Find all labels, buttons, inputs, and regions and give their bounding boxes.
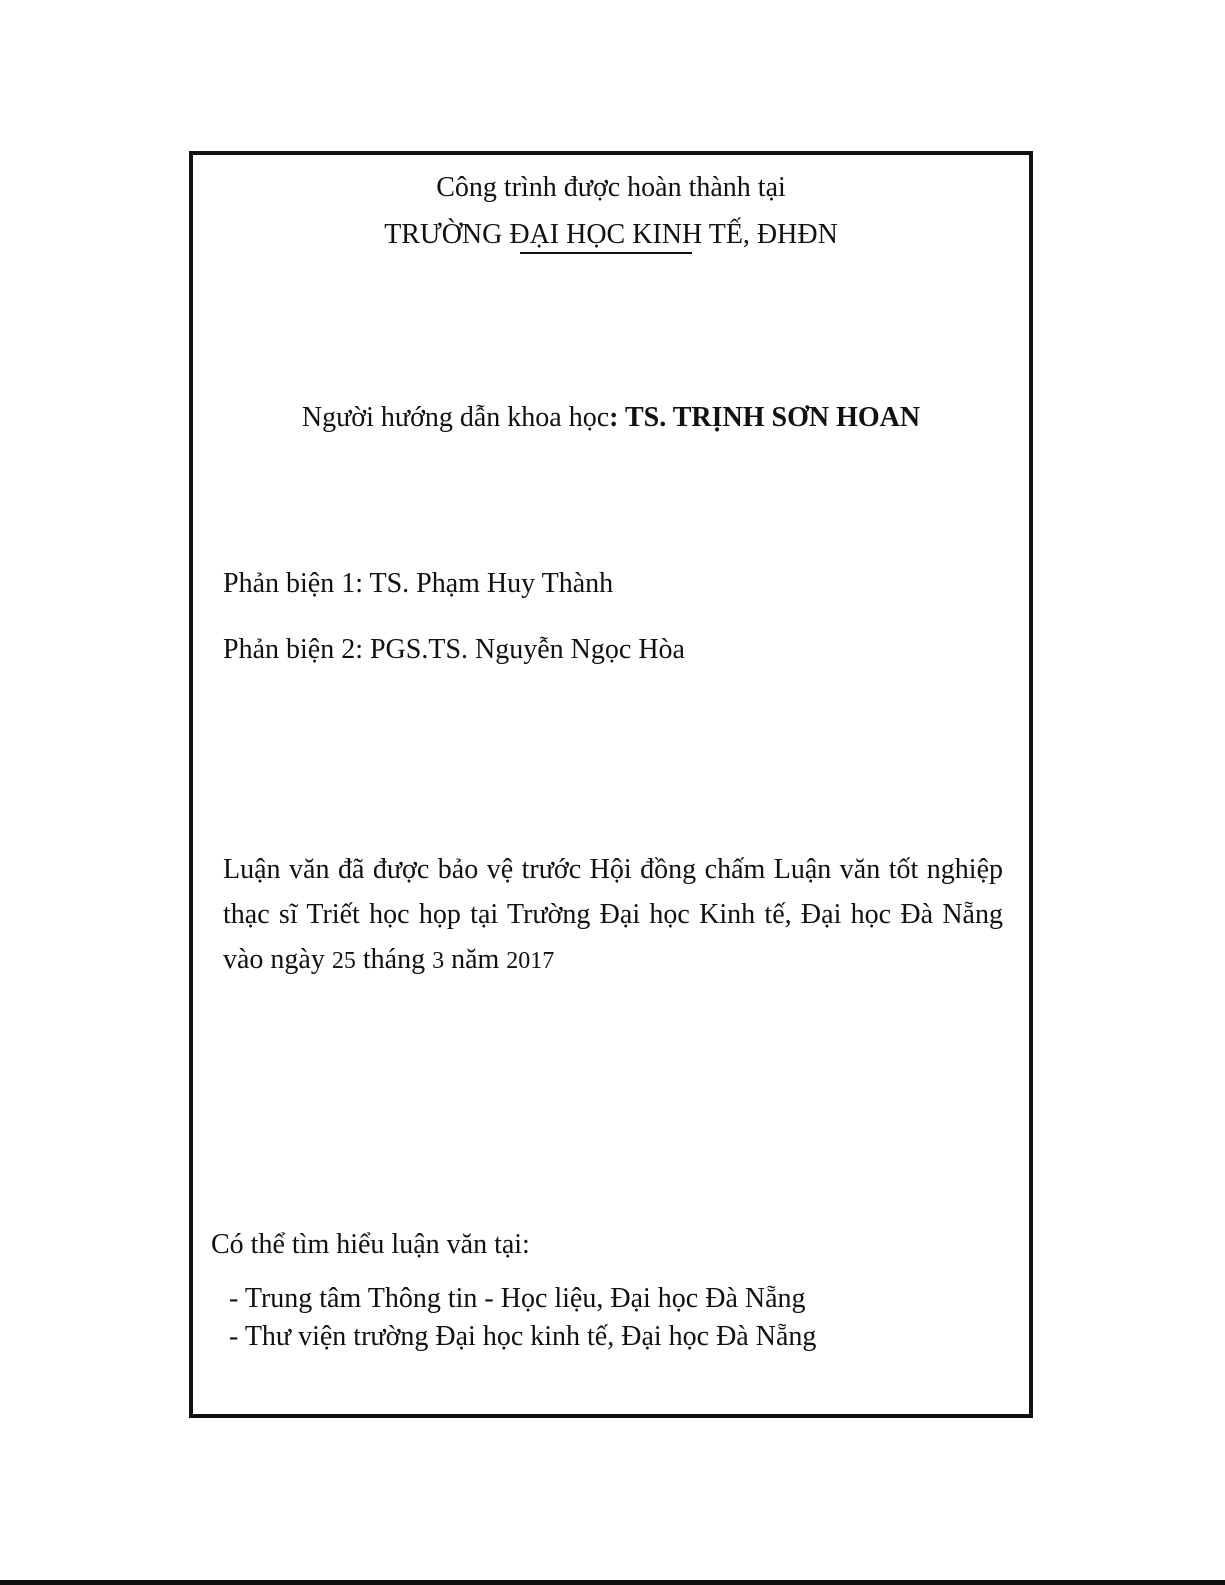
library-item: - Thư viện trường Đại học kinh tế, Đại học Đà Nẵng [229,1321,817,1352]
defense-month: 3 [432,948,445,974]
defense-day: 25 [331,948,356,974]
page-frame [189,151,1033,1418]
reviewer-1: Phản biện 1: TS. Phạm Huy Thành [223,568,614,599]
defense-text: Luận văn đã được bảo vệ trước Hội đồng chấm Luận văn tốt nghiệp thạc sĩ Triết học họp tại Trường Đại học Kinh tế, Đại học Đà Nẵng vào ngày [223,854,1003,975]
header-underline [520,252,692,254]
advisor-label: Người hướng dẫn khoa học [301,402,610,433]
header-line-2: TRƯỜNG ĐẠI HỌC KINH TẾ, ĐHĐN [384,219,838,250]
advisor-name: : TS. TRỊNH SƠN HOAN [609,402,921,433]
library-item: - Trung tâm Thông tin - Học liệu, Đại học Đà Nẵng [229,1283,806,1314]
defense-year: 2017 [506,948,555,974]
header-line-1: Công trình được hoàn thành tại [436,172,786,203]
defense-month-word: tháng [362,944,426,975]
bottom-rule [0,1580,1225,1585]
advisor-line [193,401,1029,435]
library-heading: Có thể tìm hiểu luận văn tại: [211,1229,530,1260]
reviewer-2: Phản biện 2: PGS.TS. Nguyễn Ngọc Hòa [223,634,685,665]
defense-paragraph [223,847,1003,984]
defense-year-word: năm [451,944,500,975]
